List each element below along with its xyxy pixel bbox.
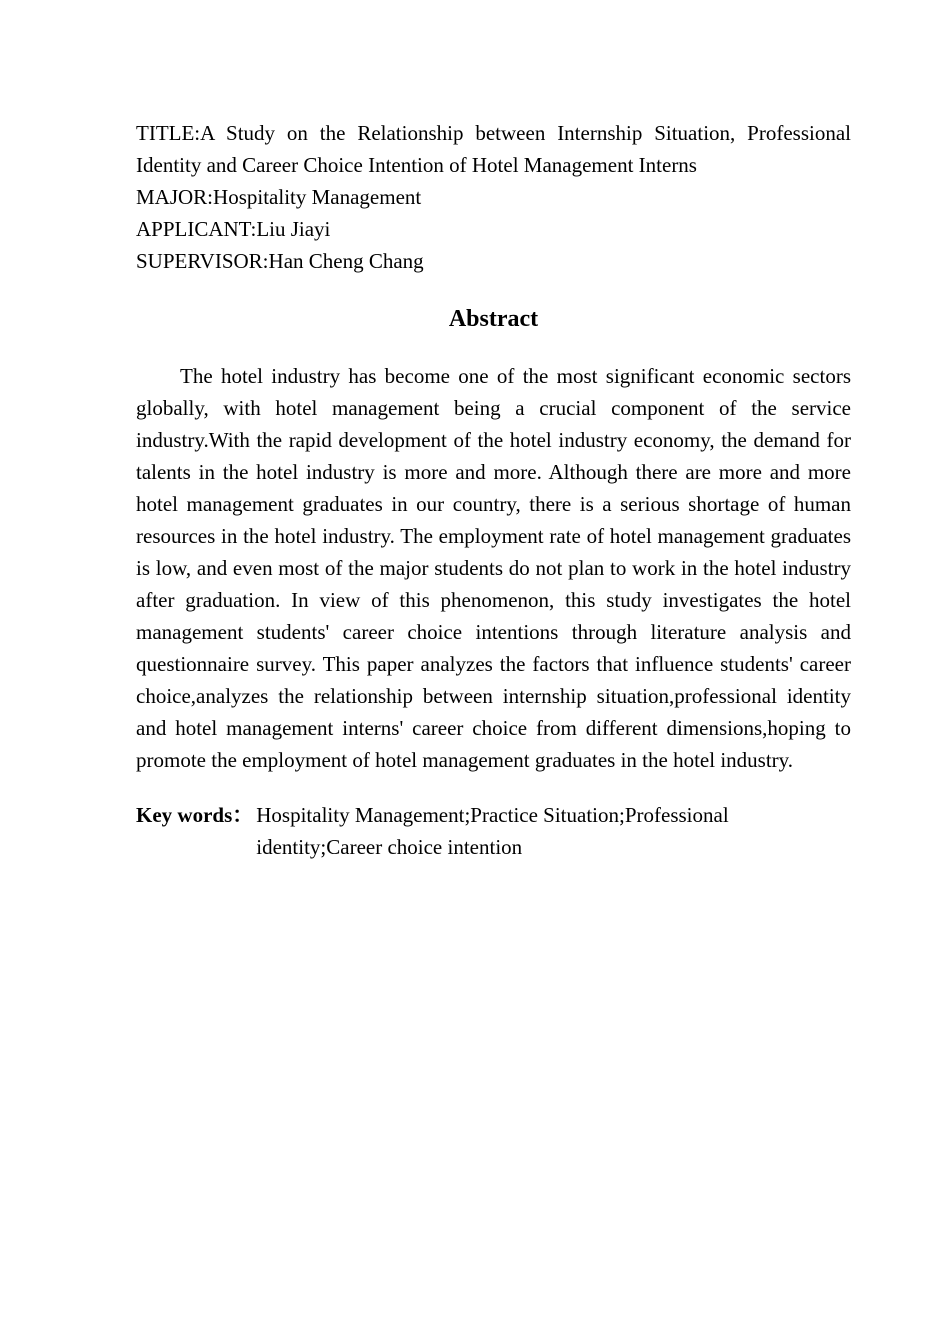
major-value: Hospitality Management (213, 185, 422, 209)
document-page (136, 117, 851, 863)
supervisor-label: SUPERVISOR: (136, 249, 269, 273)
thesis-title (136, 117, 851, 181)
thesis-major (136, 181, 851, 213)
title-label: TITLE: (136, 121, 201, 145)
keywords-block (136, 799, 851, 863)
title-value: A Study on the Relationship between Internship Situation, Professional Identity and Career Choice Intention of Hotel Management Interns (136, 121, 851, 177)
thesis-applicant (136, 213, 851, 245)
keywords-separator: ： (232, 803, 254, 827)
keywords-label: Key words (136, 803, 233, 827)
applicant-label: APPLICANT: (136, 217, 257, 241)
major-label: MAJOR: (136, 185, 214, 209)
applicant-value: Liu Jiayi (256, 217, 331, 241)
abstract-heading: Abstract (448, 306, 539, 332)
thesis-supervisor (136, 245, 851, 277)
abstract-body: The hotel industry has become one of the most significant economic sectors globally, with hotel management being a crucial component of the service industry.With the rapid development of the hotel industry economy, the demand for talents in the hotel industry is more and more. Although there are more and more hotel management graduates in our country, there is a serious shortage of human resources in the hotel industry. The employment rate of hotel management graduates is low, and even most of the major students do not plan to work in the hotel industry after graduation. In view of this phenomenon, this study investigates the hotel management students' career choice intentions through literature analysis and questionnaire survey. This paper analyzes the factors that influence students' career choice,analyzes the relationship between internship situation,professional identity and hotel management interns' career choice from different dimensions,hoping to promote the employment of hotel management graduates in the hotel industry. (136, 364, 851, 772)
keywords-text: Hospitality Management;Practice Situation;Professional identity;Career choice intention (256, 803, 729, 859)
supervisor-value: Han Cheng Chang (268, 249, 424, 273)
